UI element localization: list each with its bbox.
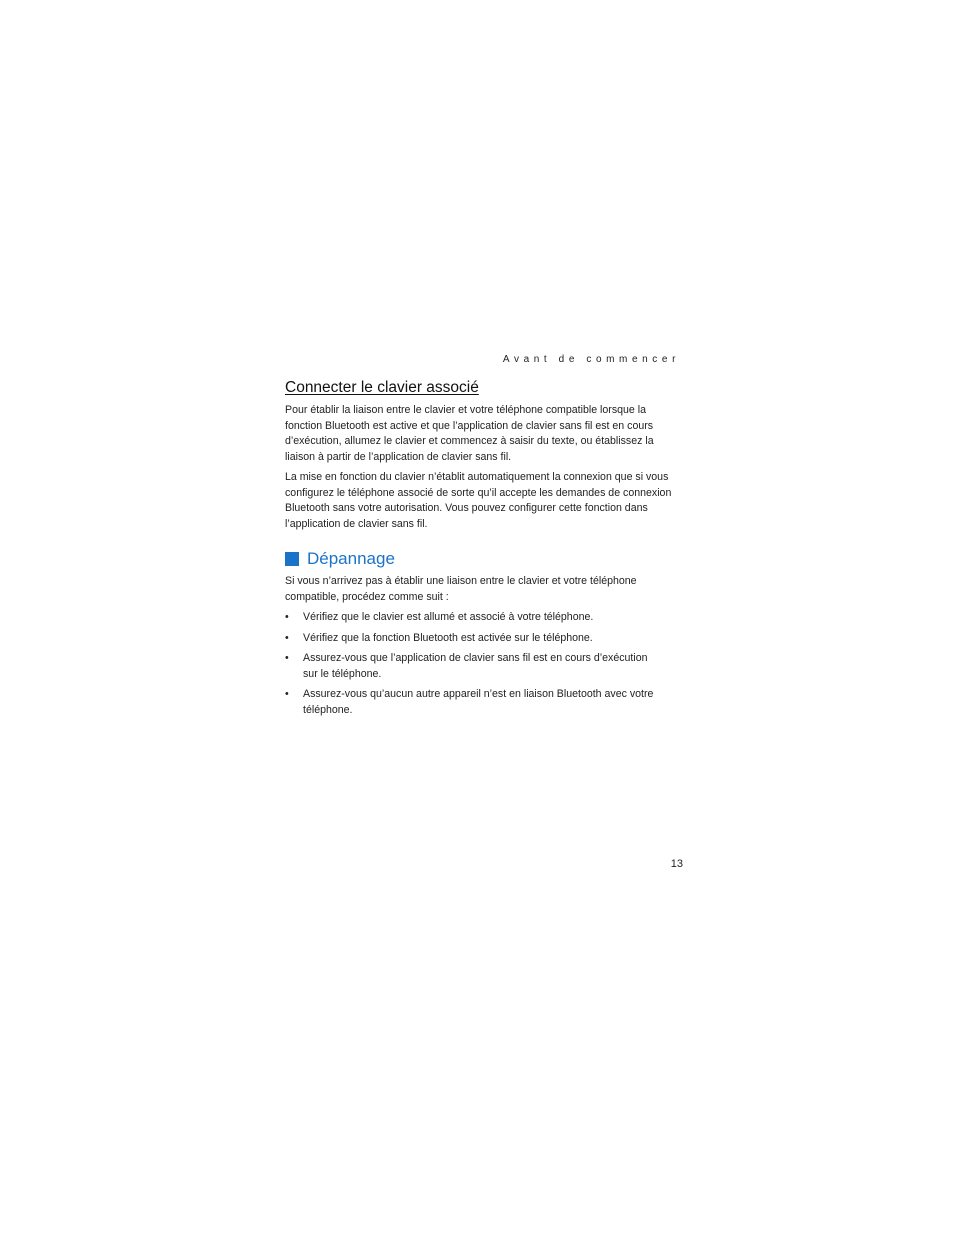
document-page (285, 0, 683, 1235)
bullet-icon: • (285, 631, 289, 644)
list-item-text: Vérifiez que le clavier est allumé et associé à votre téléphone. (303, 611, 594, 623)
page-number: 13 (670, 858, 683, 870)
list-item-text: Vérifiez que la fonction Bluetooth est activée sur le téléphone. (303, 631, 593, 644)
list-item-text: Assurez-vous que l’application de clavier sans fil est en cours d’exécution sur le téléphone. (303, 652, 648, 680)
paragraph-troubleshooting-intro: Si vous n’arrivez pas à établir une liaison entre le clavier et votre téléphone compatible, procédez comme suit : (285, 575, 637, 603)
heading-square-icon (285, 552, 299, 566)
bullet-icon: • (285, 611, 289, 623)
paragraph-connect-1: Pour établir la liaison entre le clavier et votre téléphone compatible lorsque la fonction Bluetooth est active et que l’application de clavier sans fil est en cours d’exécution, allumez le clavier et commencez à saisir du texte, ou établissez la liaison à partir de l’application de clavier sans fil. (285, 404, 654, 463)
list-item (285, 631, 663, 647)
section-heading-troubleshooting (285, 549, 395, 569)
list-item (285, 651, 663, 682)
list-item (285, 687, 663, 718)
section-title-troubleshooting: Dépannage (307, 549, 395, 568)
bullet-icon: • (285, 652, 289, 665)
running-header: Avant de commencer (502, 354, 680, 365)
paragraph-connect-2: La mise en fonction du clavier n’établit automatiquement la connexion que si vous configurez le téléphone associé de sorte qu’il accepte les demandes de connexion Bluetooth sans votre autorisation. Vous pouvez configurer cette fonction dans l’application de clavier sans fil. (285, 471, 672, 530)
list-item-text: Assurez-vous qu’aucun autre appareil n’est en liaison Bluetooth avec votre téléphone. (303, 688, 654, 716)
section-title-connect: Connecter le clavier associé (285, 379, 479, 396)
troubleshooting-list (285, 610, 683, 724)
bullet-icon: • (285, 688, 289, 701)
list-item (285, 610, 663, 626)
